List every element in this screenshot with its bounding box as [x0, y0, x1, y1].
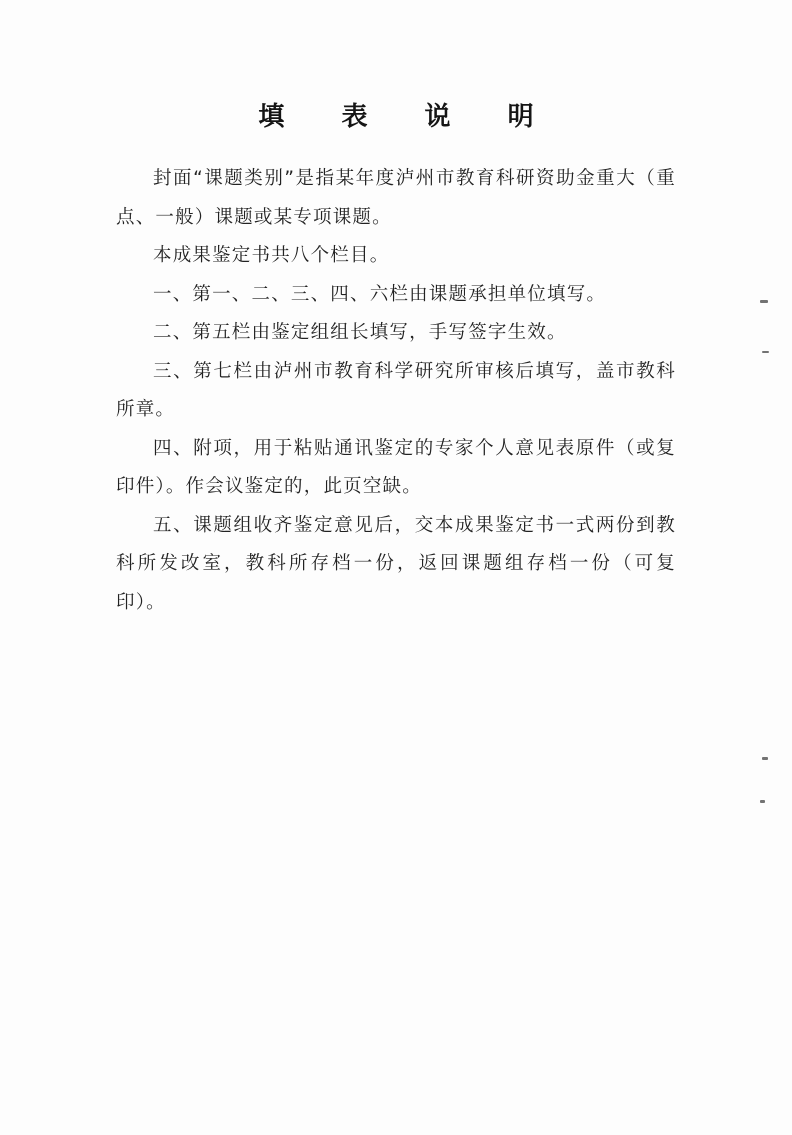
page-title: 填 表 说 明 [258, 102, 558, 132]
paragraph-column-count: 本成果鉴定书共八个栏目。 [153, 245, 390, 266]
paragraph-item-two: 二、第五栏由鉴定组组长填写，手写签字生效。 [153, 322, 567, 343]
instructions-body [116, 160, 676, 622]
paragraph-item-three: 三、第七栏由泸州市教育科学研究所审核后填写，盖市教科所章。 [116, 360, 676, 420]
scan-speck [760, 800, 765, 803]
paragraph-item-one: 一、第一、二、三、四、六栏由课题承担单位填写。 [153, 283, 607, 305]
paragraph-item-five: 五、课题组收齐鉴定意见后，交本成果鉴定书一式两份到教科所发改室，教科所存档一份，返回课题组存档一份（可复印）。 [116, 514, 676, 613]
scan-speck [762, 757, 768, 760]
paragraph-cover-category: 封面“课题类别”是指某年度泸州市教育科研资助金重大（重点、一般）课题或某专项课题。 [116, 168, 676, 228]
paragraph-item-four: 四、附项，用于粘贴通讯鉴定的专家个人意见表原件（或复印件）。作会议鉴定的，此页空缺。 [116, 437, 676, 497]
scan-speck [760, 300, 768, 303]
scan-speck [762, 351, 769, 353]
